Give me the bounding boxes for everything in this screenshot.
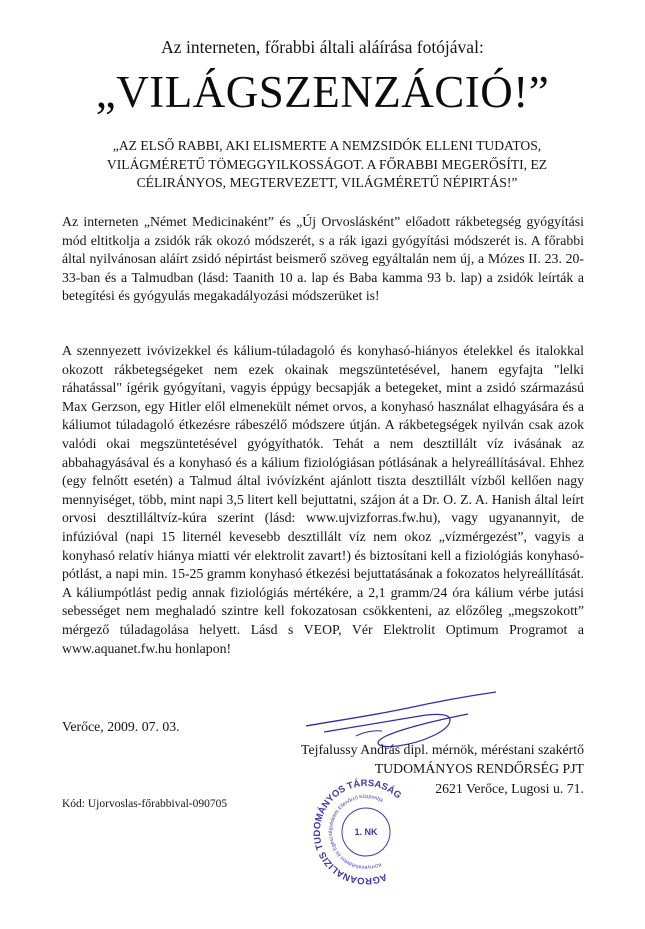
document-code: Kód: Ujorvoslas-főrabbival-090705 bbox=[62, 798, 228, 810]
signer-name: Tejfalussy András dipl. mérnök, méréstani szakértő bbox=[301, 742, 584, 757]
date-line: Verőce, 2009. 07. 03. bbox=[62, 719, 180, 734]
stamp-center-text: 1. NK bbox=[354, 827, 378, 837]
lead-statement bbox=[52, 137, 602, 193]
stamp-inner-text: Környezetvédelmi és Egészségvédelmi Ellenőrző Központja bbox=[327, 793, 384, 871]
lead-line: „AZ ELSŐ RABBI, AKI ELISMERTE A NEMZSIDÓK ELLENI TUDATOS, bbox=[112, 138, 542, 153]
body-paragraph-1: Az interneten „Német Medicinaként” és „Új Orvoslásként” előadott rákbetegség gyógyítási mód eltitkolja a zsidók rák okozó módszerét, s a rák igazi gyógyítási módszerét is. A főrabbi által nyilvánosan aláírt zsidó népirtást beismerő szöveg egyáltalán nem új, a Mózes II. 23. 20-33-ban és a Talmudban (lásd: Taanith 10 a. lap és Baba kamma 93 b. lap) a zsidók leírták a betegítési és gyógyulás megakadályozási módszerüket is! bbox=[62, 214, 584, 304]
body-paragraph-2: A szennyezett ivóvizekkel és kálium-túladagoló és konyhasó-hiányos ételekkel és italokkal okozott rákbetegségeket nem ezek okainak megszüntetésével, hanem egyfajta "lelki ráhatással" ígérik gyógyítani, vagyis éppúgy becsapják a betegeket, mint a zsidó származású Max Gerzson, egy Hitler elől elmenekült német orvos, a konyhasó használat elhagyására és a káliumot túladagoló étkezésre rábeszélő módszere útján. A rákbetegségek nyilván csak azok valódi okai megszüntetésével gyógyíthatók. Tehát a nem desztillált víz ivásának az abbahagyásával és a konyhasó és a kálium fiziológiásan pótlásának a helyreállításával. Ehhez (egy felnőtt esetén) a Talmud által ivóvízként ajánlott tiszta desztillált vízből kellően nagy mennyiséget, több, mint napi 3,5 litert kell bejuttatni, szájon át a Dr. O. Z. A. Hanish által leírt orvosi desztilláltvíz-kúra szerint (lásd: www.ujvizforras.fw.hu), vagy ugyanannyit, de infúzióval (napi 15 liternél kevesebb desztillált víz nem okoz „vízmérgezést”, vagyis a konyhasó relatív hiánya miatti vér elektrolit zavart!) és biztosítani kell a fiziológiás konyhasó-pótlást, a napi min. 15-25 gramm konyhasó étkezési bejuttatásának a fokozatos helyreállítását. A káliumpótlást pedig annak fiziológiás mértékére, a 2,1 gramm/24 óra kálium vérbe jutási sebességet nem meghaladó szintre kell fokozatosan csökkenteni, az előzőleg „megszokott” mérgező túladagolása helyett. Lásd s VEOP, Vér Elektrolit Optimum Programot a www.aquanet.fw.hu honlapon! bbox=[62, 343, 584, 656]
headline: „VILÁGSZENZÁCIÓ!” bbox=[95, 67, 550, 117]
header-line: Az interneten, főrabbi általi aláírása fotójával: bbox=[161, 37, 484, 57]
stamp-outer-text: AGROANALIZIS TUDOMÁNYOS TÁRSASÁG bbox=[311, 777, 404, 887]
lead-line: CÉLIRÁNYOS, MEGTERVEZETT, VILÁGMÉRETŰ NÉPIRTÁS!” bbox=[136, 175, 518, 190]
organization-name: TUDOMÁNYOS RENDŐRSÉG PJT bbox=[374, 761, 584, 776]
handwritten-signature bbox=[300, 686, 500, 750]
address-line: 2621 Verőce, Lugosi u. 71. bbox=[435, 781, 584, 796]
lead-line: VILÁGMÉRETŰ TÖMEGGYILKOSSÁGOT. A FŐRABBI MEGERŐSÍTI, EZ bbox=[106, 156, 548, 172]
official-stamp bbox=[307, 773, 425, 891]
